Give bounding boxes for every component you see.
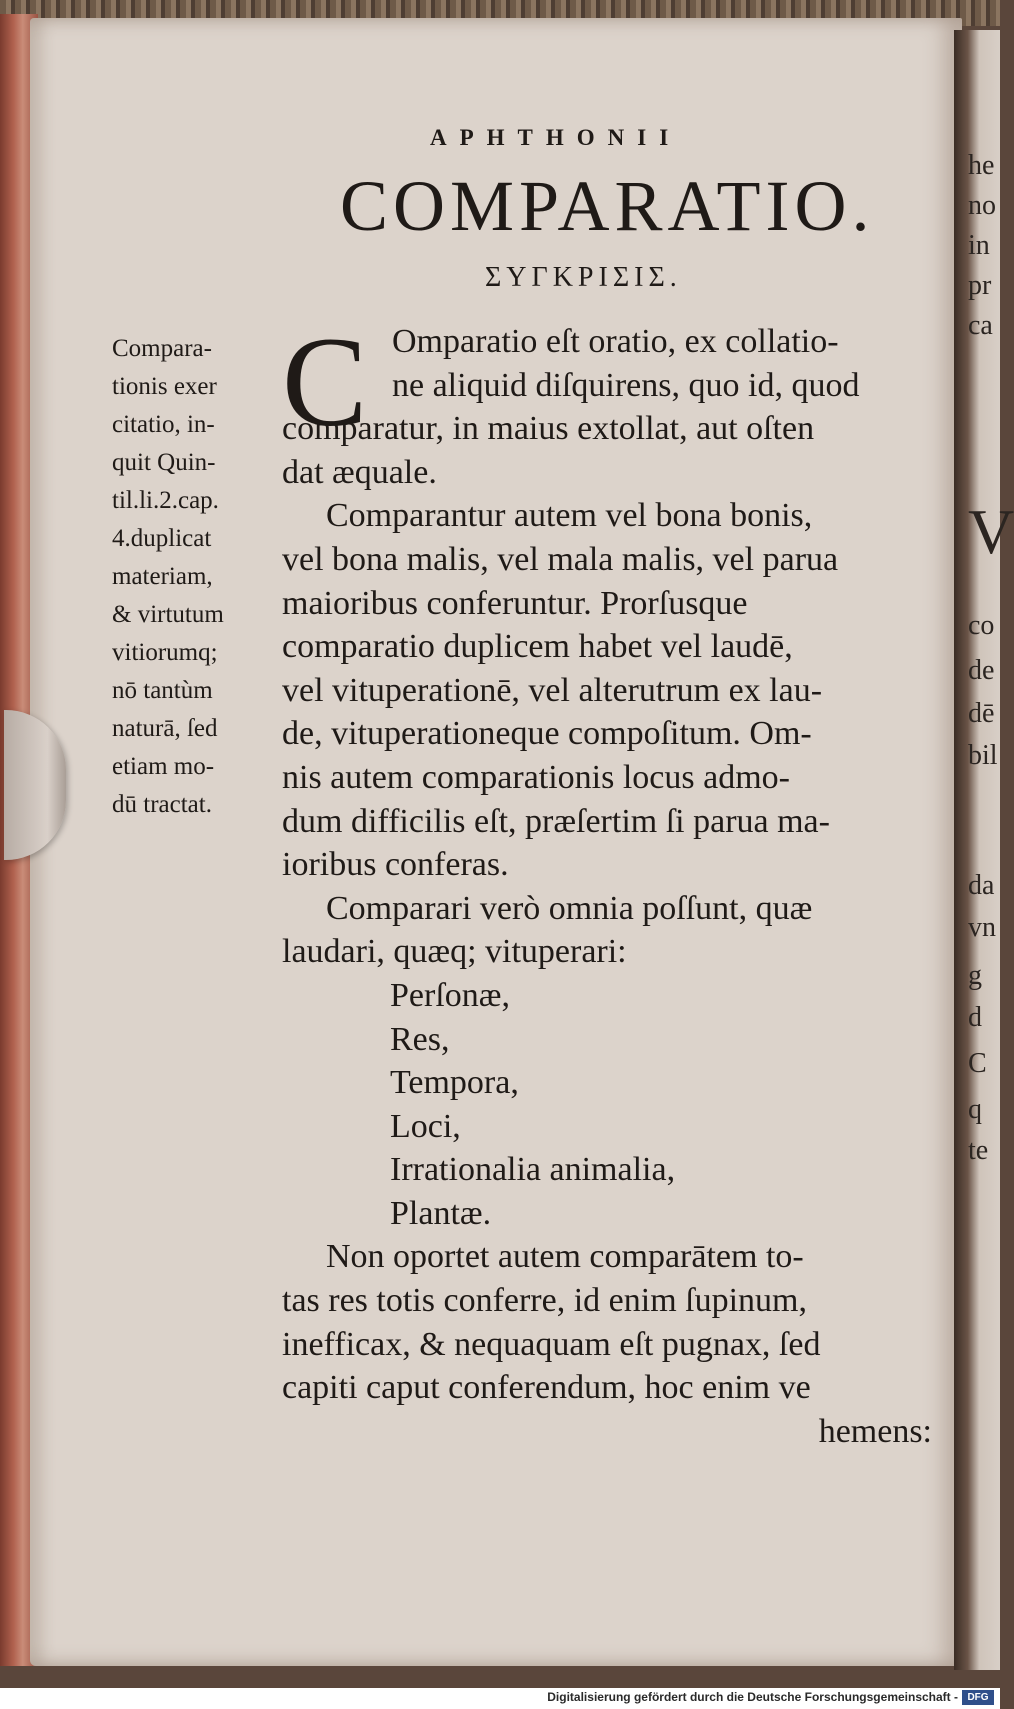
body-line: ioribus conferas. [282,846,509,884]
body-line: Comparantur autem vel bona bonis, [326,497,813,535]
margin-line: & virtutum [112,601,224,628]
fragment: ca [968,310,993,341]
body-line: dat æquale. [282,453,437,491]
margin-line: naturā, ſed [112,715,218,742]
body-line: Non oportet autem comparātem to- [326,1238,804,1276]
margin-line: vitiorumq; [112,639,218,666]
list-item: Loci, [390,1107,461,1145]
fragment: pr [968,270,992,301]
footer-credit: Digitalisierung gefördert durch die Deutsche Forschungsgemeinschaft - [547,1690,958,1704]
running-head: APHTHONII [430,125,682,150]
dfg-logo-icon: DFG [962,1690,994,1705]
list-item: Tempora, [390,1064,519,1102]
body-line: vel vituperationē, vel alterutrum ex lau- [282,671,823,709]
body-line: comparatio duplicem habet vel laudē, [282,628,793,666]
margin-line: citatio, in- [112,411,215,438]
fragment: da [968,870,995,901]
fragment: no [968,190,996,221]
body-line: nis autem comparationis locus admo- [282,758,790,796]
fragment: q [968,1094,982,1125]
greek-subtitle: ΣΥΓΚΡΙΣΙΣ. [485,262,682,293]
catchword: hemens: [818,1412,932,1450]
fragment: co [968,610,995,641]
body-line: Omparatio eſt oratio, ex collatio- [392,323,839,360]
body-line: maioribus conferuntur. Prorſusque [282,584,748,622]
margin-line: dū tractat. [112,791,212,818]
fragment: he [968,150,995,181]
drop-cap: C [282,311,368,453]
margin-line: materiam, [112,563,213,590]
margin-line: 4.duplicat [112,525,212,552]
margin-line: quit Quin- [112,449,216,476]
marginal-note [112,330,272,824]
body-line: comparatur, in maius extollat, aut oſten [282,410,815,448]
body-line: tas res totis conferre, id enim ſupinum, [282,1282,807,1320]
list-item: Plantæ. [390,1194,492,1232]
margin-line: tionis exer [112,373,217,400]
list-item: Res, [390,1020,450,1058]
margin-line: nō tantùm [112,677,213,704]
page-title: COMPARATIO. [340,166,875,246]
body-line: inefficax, & nequaquam eſt pugnax, ſed [282,1325,821,1363]
list-item: Perſonæ, [390,976,510,1014]
fragment: in [968,230,990,261]
fragment: V [968,496,1014,567]
margin-line: etiam mo- [112,753,215,780]
fragment: de [968,655,995,686]
body-line: capiti caput conferendum, hoc enim ve [282,1369,811,1407]
footer-bar [0,1688,1000,1709]
body-line: ne aliquid diſquirens, quo id, quod [392,366,860,404]
list-item: Irrationalia animalia, [390,1151,676,1189]
body-line: laudari, quæq; vituperari: [282,933,627,971]
fragment: g [968,960,982,991]
margin-line: til.li.2.cap. [112,487,219,514]
fragment: te [968,1135,989,1166]
body-text [282,311,942,1453]
margin-line: Compara- [112,335,212,362]
fragment: bil [968,740,998,771]
body-line: de, vituperationeque compoſitum. Om- [282,715,812,753]
body-line: dum difficilis eſt, præſertim ſi parua ma- [282,802,830,840]
body-line: vel bona malis, vel mala malis, vel parua [282,540,839,578]
fragment: vn [968,912,996,943]
body-line: Comparari verò omnia poſſunt, quæ [326,889,813,927]
fragment: dē [968,698,995,729]
fragment: d [968,1002,982,1033]
fragment: C [968,1048,987,1079]
